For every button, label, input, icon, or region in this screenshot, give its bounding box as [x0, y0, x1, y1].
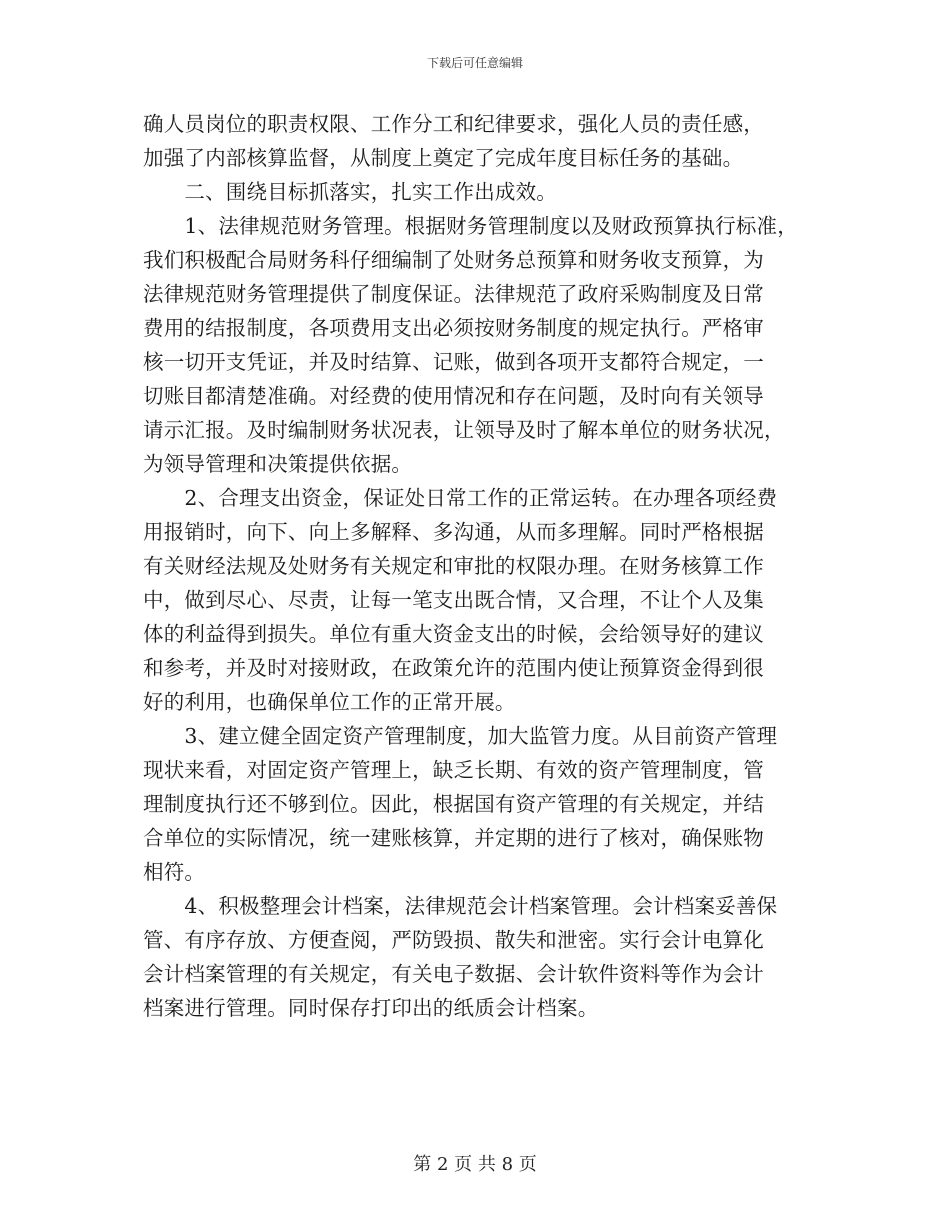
text-line: 2、合理支出资金，保证处日常工作的正常运转。在办理各项经费 — [143, 486, 778, 510]
text-line: 用报销时，向下、向上多解释、多沟通，从而多理解。同时严格根据 — [143, 520, 764, 544]
text-line: 加强了内部核算监督，从制度上奠定了完成年度目标任务的基础。 — [143, 146, 744, 170]
text-line: 请示汇报。及时编制财务状况表，让领导及时了解本单位的财务状况， — [143, 418, 785, 442]
text-line: 法律规范财务管理提供了制度保证。法律规范了政府采购制度及日常 — [143, 282, 764, 306]
text-line: 有关财经法规及处财务有关规定和审批的权限办理。在财务核算工作 — [143, 554, 764, 578]
text-line: 3、建立健全固定资产管理制度，加大监管力度。从目前资产管理 — [143, 724, 778, 748]
page-number: 第 2 页 共 8 页 — [413, 1154, 537, 1175]
text-line: 档案进行管理。同时保存打印出的纸质会计档案。 — [143, 996, 599, 1020]
text-line: 费用的结报制度，各项费用支出必须按财务制度的规定执行。严格审 — [143, 316, 764, 340]
text-line: 体的利益得到损失。单位有重大资金支出的时候，会给领导好的建议 — [143, 622, 764, 646]
text-line: 和参考，并及时对接财政，在政策允许的范围内使让预算资金得到很 — [143, 656, 764, 680]
text-line: 我们积极配合局财务科仔细编制了处财务总预算和财务收支预算，为 — [143, 248, 764, 272]
text-line: 管、有序存放、方便查阅，严防毁损、散失和泄密。实行会计电算化 — [143, 928, 764, 952]
text-line: 会计档案管理的有关规定，有关电子数据、会计软件资料等作为会计 — [143, 962, 764, 986]
text-line: 确人员岗位的职责权限、工作分工和纪律要求，强化人员的责任感， — [143, 112, 764, 136]
text-line: 1、法律规范财务管理。根据财务管理制度以及财政预算执行标准， — [143, 214, 798, 238]
text-line: 合单位的实际情况，统一建账核算，并定期的进行了核对，确保账物 — [143, 826, 764, 850]
text-line: 4、积极整理会计档案，法律规范会计档案管理。会计档案妥善保 — [143, 894, 778, 918]
text-line: 相符。 — [143, 860, 206, 884]
text-line: 好的利用，也确保单位工作的正常开展。 — [143, 690, 516, 714]
header-note: 下载后可任意编辑 — [426, 56, 523, 70]
text-line: 二、围绕目标抓落实，扎实工作出成效。 — [143, 180, 557, 204]
text-line: 中，做到尽心、尽责，让每一笔支出既合情，又合理，不让个人及集 — [143, 588, 764, 612]
text-line: 现状来看，对固定资产管理上，缺乏长期、有效的资产管理制度，管 — [143, 758, 764, 782]
text-line: 切账目都清楚准确。对经费的使用情况和存在问题，及时向有关领导 — [143, 384, 764, 408]
text-line: 核一切开支凭证，并及时结算、记账，做到各项开支都符合规定，一 — [143, 350, 764, 374]
text-line: 理制度执行还不够到位。因此，根据国有资产管理的有关规定，并结 — [143, 792, 764, 816]
text-line: 为领导管理和决策提供依据。 — [143, 452, 413, 476]
